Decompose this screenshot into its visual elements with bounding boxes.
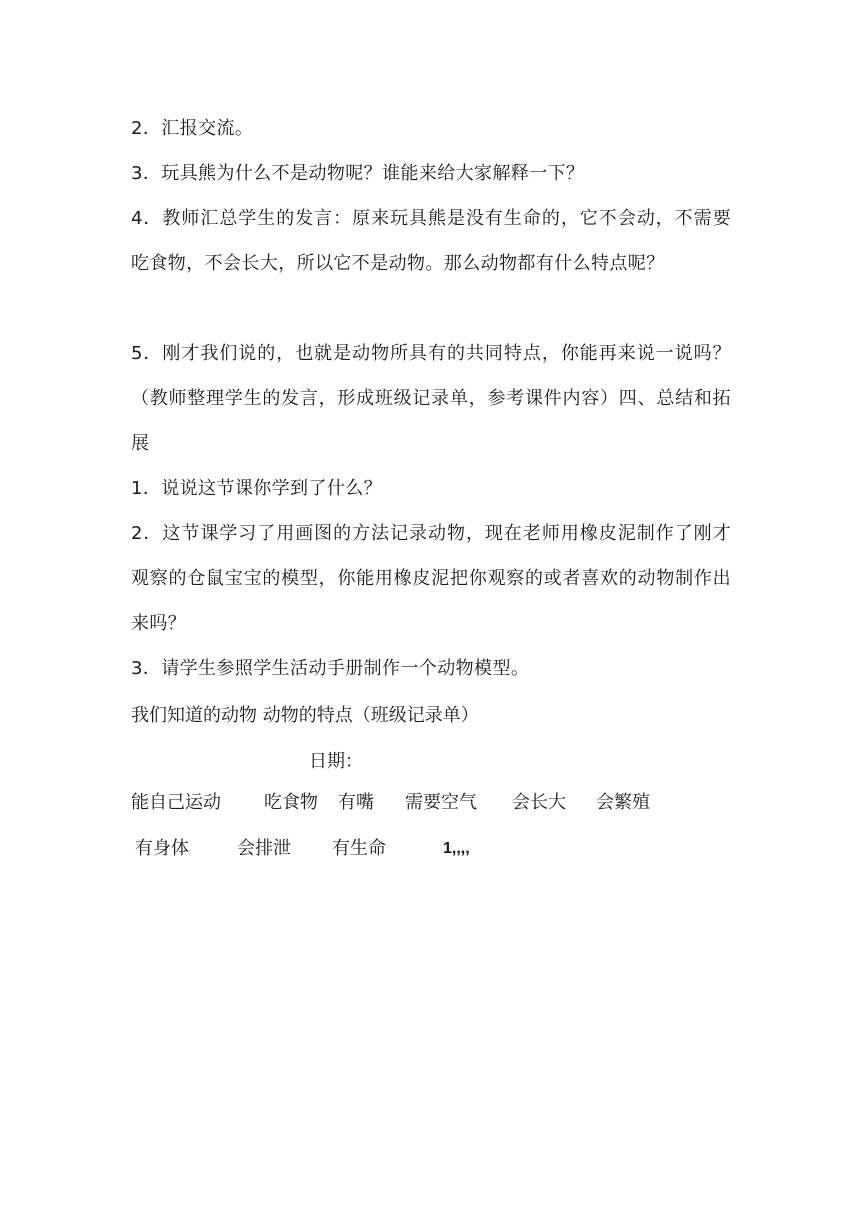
- feature-item: 能自己运动: [131, 792, 221, 813]
- feature-item: 有身体: [135, 838, 189, 859]
- feature-item: 有生命: [332, 838, 386, 859]
- paragraph-what-learned: 1．说说这节课你学到了什么？: [131, 478, 383, 499]
- feature-item: 有嘴: [338, 792, 374, 813]
- feature-item: 会排泄: [237, 838, 291, 859]
- record-sheet-heading: 我们知道的动物 动物的特点（班级记录单）: [131, 705, 479, 726]
- paragraph-common-features: 5．刚才我们说的，也就是动物所具有的共同特点，你能再来说一说吗？（教师整理学生的发言，形成班级记录单，参考课件内容）四、总结和拓展: [131, 343, 731, 454]
- feature-item: 1,,,,: [443, 840, 470, 857]
- paragraph-clay-model: 2．这节课学习了用画图的方法记录动物，现在老师用橡皮泥制作了刚才观察的仓鼠宝宝的模型，你能用橡皮泥把你观察的或者喜欢的动物制作出来吗？: [131, 523, 731, 634]
- paragraph-activity-manual: 3．请学生参照学生活动手册制作一个动物模型。: [131, 658, 530, 679]
- feature-item: 需要空气: [405, 792, 477, 813]
- paragraph-teacher-summary: 4．教师汇总学生的发言：原来玩具熊是没有生命的，它不会动，不需要吃食物，不会长大，所以它不是动物。那么动物都有什么特点呢？: [131, 208, 731, 274]
- record-sheet-date-label: 日期：: [309, 751, 363, 772]
- feature-item: 吃食物: [264, 792, 318, 813]
- feature-item: 会繁殖: [596, 792, 650, 813]
- feature-item: 会长大: [512, 792, 566, 813]
- paragraph-teddy-question: 3．玩具熊为什么不是动物呢？谁能来给大家解释一下？: [131, 163, 585, 184]
- paragraph-report: 2．汇报交流。: [131, 118, 254, 139]
